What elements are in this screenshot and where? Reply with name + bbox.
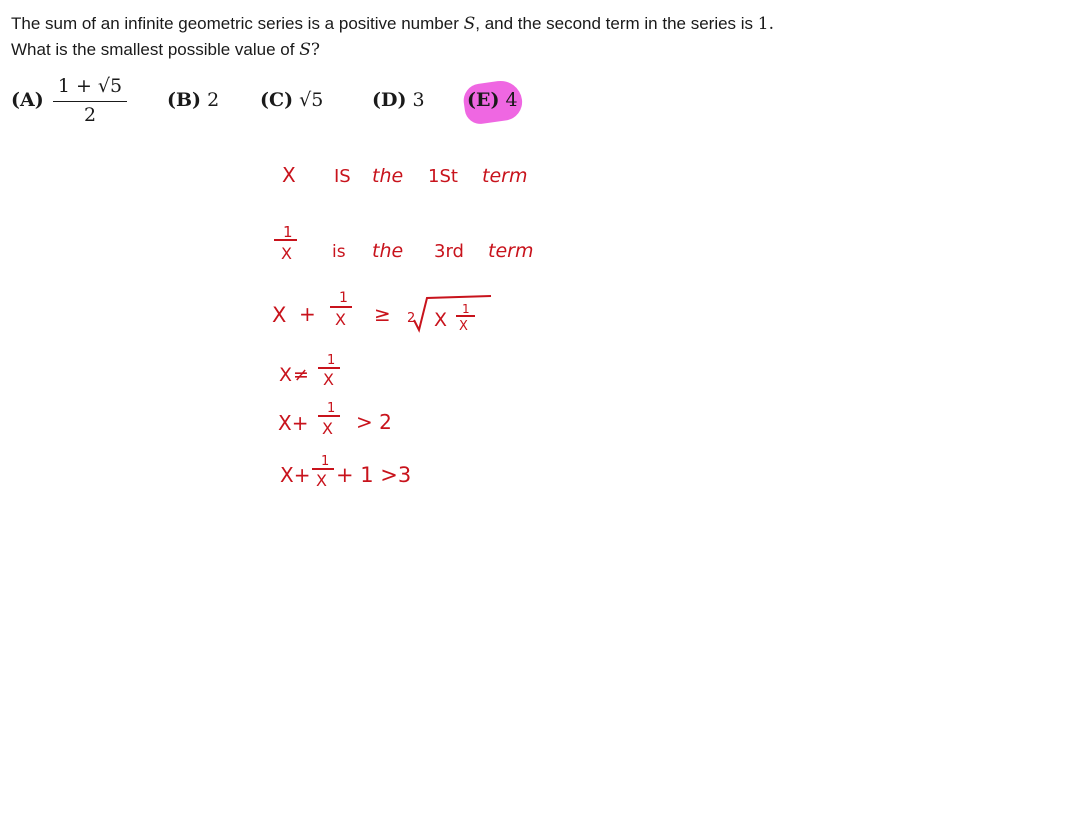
ink-text: 1 xyxy=(283,223,293,241)
ink-text: X+ xyxy=(278,411,309,435)
ink-line-6 xyxy=(280,454,411,490)
question-mark: ? xyxy=(310,40,320,60)
choice-d-value: 3 xyxy=(412,89,425,111)
ink-text: term xyxy=(482,165,528,187)
ink-text: ≠ xyxy=(293,364,309,386)
ink-text: term xyxy=(488,240,534,262)
ink-line-3 xyxy=(272,290,491,334)
ink-text: X xyxy=(272,303,287,327)
ink-line-5 xyxy=(278,401,392,438)
ink-line-4 xyxy=(279,353,340,389)
ink-text: 1St xyxy=(428,166,458,187)
ink-text: is xyxy=(332,242,346,262)
choice-b-value: 2 xyxy=(207,89,220,111)
ink-text: X xyxy=(335,310,346,329)
fraction-denominator: 2 xyxy=(83,104,97,126)
ink-text: X xyxy=(316,471,327,490)
ink-text: 1 xyxy=(327,353,336,368)
choice-d-label: (D) xyxy=(372,89,407,111)
ink-text: 3rd xyxy=(434,241,464,262)
ink-text: IS xyxy=(334,166,351,187)
ink-text: the xyxy=(372,165,404,187)
question-text-part: The sum of an infinite geometric series is a positive number xyxy=(11,14,464,33)
fraction-numerator: 1 + √5 xyxy=(53,74,127,102)
ink-text: X xyxy=(323,370,334,389)
ink-text: X+ xyxy=(280,463,311,487)
variable-s: S xyxy=(463,14,476,34)
question-text-part: , and the second term in the series is xyxy=(475,14,758,33)
ink-text: > 2 xyxy=(356,410,392,434)
ink-text: X xyxy=(434,309,448,331)
radical-sign xyxy=(414,296,491,330)
ink-text: 2 xyxy=(407,311,416,326)
number-one: 1. xyxy=(757,14,775,34)
ink-text: 1 xyxy=(327,401,336,416)
ink-text: X xyxy=(459,319,468,334)
choice-b-label: (B) xyxy=(167,89,202,111)
choice-c-value: √5 xyxy=(299,89,324,111)
ink-text: + 1 >3 xyxy=(336,463,412,487)
ink-text: X xyxy=(322,419,333,438)
ink-text: ≥ xyxy=(374,302,391,326)
choice-e-value: 4 xyxy=(505,89,518,111)
question-text-part: What is the smallest possible value of xyxy=(11,40,300,59)
variable-s: S xyxy=(299,40,311,60)
ink-text: the xyxy=(372,240,404,262)
ink-line-2 xyxy=(274,223,533,263)
choice-a-label[interactable]: (A) xyxy=(11,89,44,111)
ink-text: X xyxy=(281,244,292,263)
ink-line-1 xyxy=(282,163,527,187)
ink-text: + xyxy=(299,302,316,326)
ink-text: 1 xyxy=(462,302,470,316)
ink-text: 1 xyxy=(321,454,330,469)
ink-text: X xyxy=(279,364,293,386)
ink-text: X xyxy=(282,163,296,187)
choice-c-label: (C) xyxy=(260,89,294,111)
ink-text: 1 xyxy=(339,290,348,306)
choice-e-label: (E) xyxy=(467,89,500,111)
